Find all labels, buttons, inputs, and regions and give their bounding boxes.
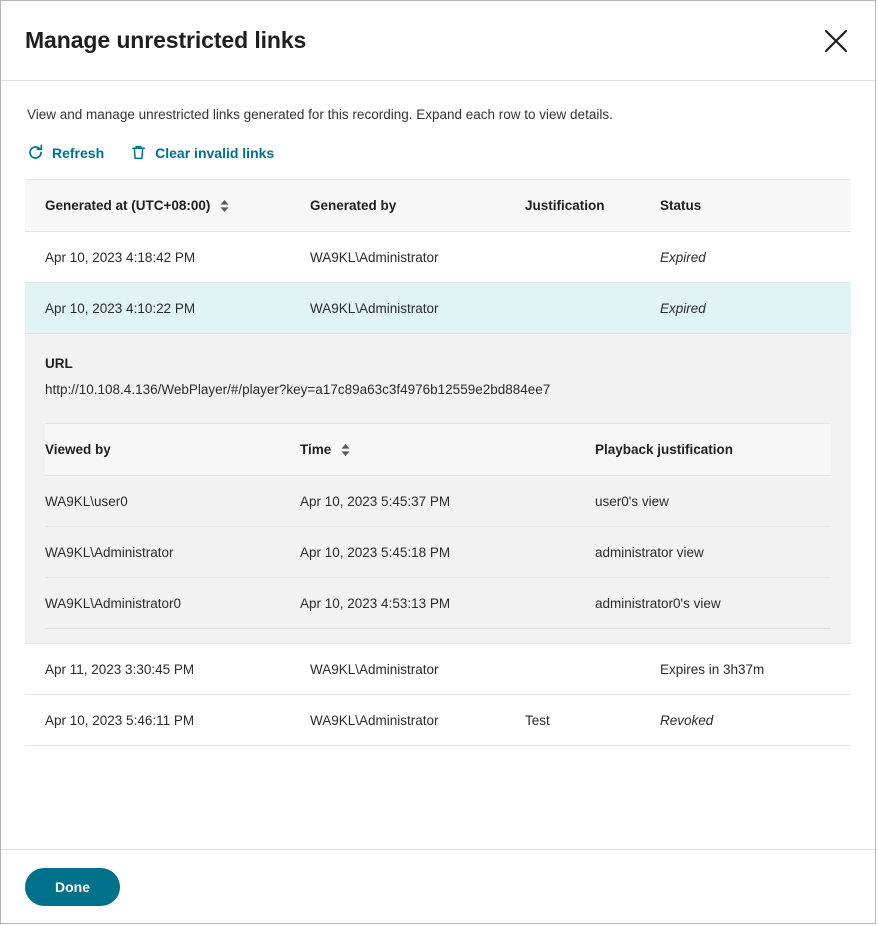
intro-text: View and manage unrestricted links generated for this recording. Expand each row to view details. [27, 107, 613, 122]
actions-row [27, 144, 851, 161]
table-row[interactable] [25, 232, 851, 283]
column-header-time[interactable] [300, 424, 595, 476]
views-table-header [45, 424, 831, 476]
column-header-time-label: Time [300, 442, 332, 457]
cell-playback-justification: administrator view [595, 527, 831, 578]
page-title: Manage unrestricted links [25, 27, 307, 53]
column-header-playback-justification [595, 424, 831, 476]
cell-generated-at: Apr 11, 2023 3:30:45 PM [25, 644, 310, 695]
views-table-row [45, 578, 831, 629]
clear-invalid-links-label: Clear invalid links [155, 144, 275, 161]
cell-viewed-by: WA9KL\Administrator0 [45, 578, 300, 629]
refresh-icon [27, 144, 44, 161]
refresh-button[interactable] [27, 144, 104, 161]
cell-view-time: Apr 10, 2023 4:53:13 PM [300, 578, 595, 629]
table-row[interactable] [25, 695, 851, 746]
close-icon [823, 28, 849, 54]
column-header-justification-label: Justification [525, 198, 605, 213]
trash-icon [130, 144, 147, 161]
cell-viewed-by: WA9KL\Administrator [45, 527, 300, 578]
close-button[interactable] [819, 24, 853, 58]
cell-generated-at: Apr 10, 2023 5:46:11 PM [25, 695, 310, 746]
dialog-header [1, 1, 875, 81]
views-table [45, 423, 831, 629]
status-badge: Revoked [660, 695, 851, 746]
column-header-status [660, 180, 851, 232]
done-button[interactable]: Done [25, 868, 120, 906]
views-table-body [45, 476, 831, 629]
cell-justification: Test [525, 695, 660, 746]
views-header-row [45, 424, 831, 476]
dialog-body [1, 81, 875, 849]
status-badge: Expired [660, 232, 851, 283]
cell-playback-justification: administrator0's view [595, 578, 831, 629]
expanded-detail-row [25, 334, 851, 644]
sort-arrows-icon[interactable] [219, 199, 230, 213]
column-header-generated-at[interactable] [25, 180, 310, 232]
column-header-justification [525, 180, 660, 232]
unrestricted-links-table [25, 179, 851, 746]
cell-justification [525, 232, 660, 283]
column-header-viewed-by-label: Viewed by [45, 442, 111, 457]
views-table-row [45, 527, 831, 578]
clear-invalid-links-button[interactable] [130, 144, 274, 161]
column-header-generated-at-label: Generated at (UTC+08:00) [45, 198, 211, 213]
refresh-label: Refresh [52, 144, 105, 161]
cell-playback-justification: user0's view [595, 476, 831, 527]
dialog-footer [1, 849, 875, 923]
column-header-generated-by [310, 180, 525, 232]
cell-generated-by: WA9KL\Administrator [310, 232, 525, 283]
cell-justification [525, 644, 660, 695]
cell-justification [525, 283, 660, 334]
url-value[interactable]: http://10.108.4.136/WebPlayer/#/player?key=a17c89a63c3f4976b12559e2bd884ee7 [45, 382, 551, 397]
table-row[interactable] [25, 644, 851, 695]
status-badge: Expires in 3h37m [660, 644, 851, 695]
cell-view-time: Apr 10, 2023 5:45:37 PM [300, 476, 595, 527]
cell-viewed-by: WA9KL\user0 [45, 476, 300, 527]
url-label: URL [45, 356, 73, 371]
table-header-row [25, 180, 851, 232]
column-header-generated-by-label: Generated by [310, 198, 397, 213]
cell-generated-at: Apr 10, 2023 4:10:22 PM [25, 283, 310, 334]
cell-generated-at: Apr 10, 2023 4:18:42 PM [25, 232, 310, 283]
cell-generated-by: WA9KL\Administrator [310, 644, 525, 695]
link-detail-panel [25, 334, 851, 643]
column-header-viewed-by [45, 424, 300, 476]
views-table-row [45, 476, 831, 527]
sort-arrows-icon[interactable] [340, 443, 351, 457]
cell-view-time: Apr 10, 2023 5:45:18 PM [300, 527, 595, 578]
column-header-playback-justification-label: Playback justification [595, 442, 734, 457]
table-row[interactable] [25, 283, 851, 334]
status-badge: Expired [660, 283, 851, 334]
expanded-detail-cell [25, 334, 851, 644]
table-body [25, 232, 851, 746]
table-header [25, 180, 851, 232]
cell-generated-by: WA9KL\Administrator [310, 283, 525, 334]
column-header-status-label: Status [660, 198, 702, 213]
cell-generated-by: WA9KL\Administrator [310, 695, 525, 746]
